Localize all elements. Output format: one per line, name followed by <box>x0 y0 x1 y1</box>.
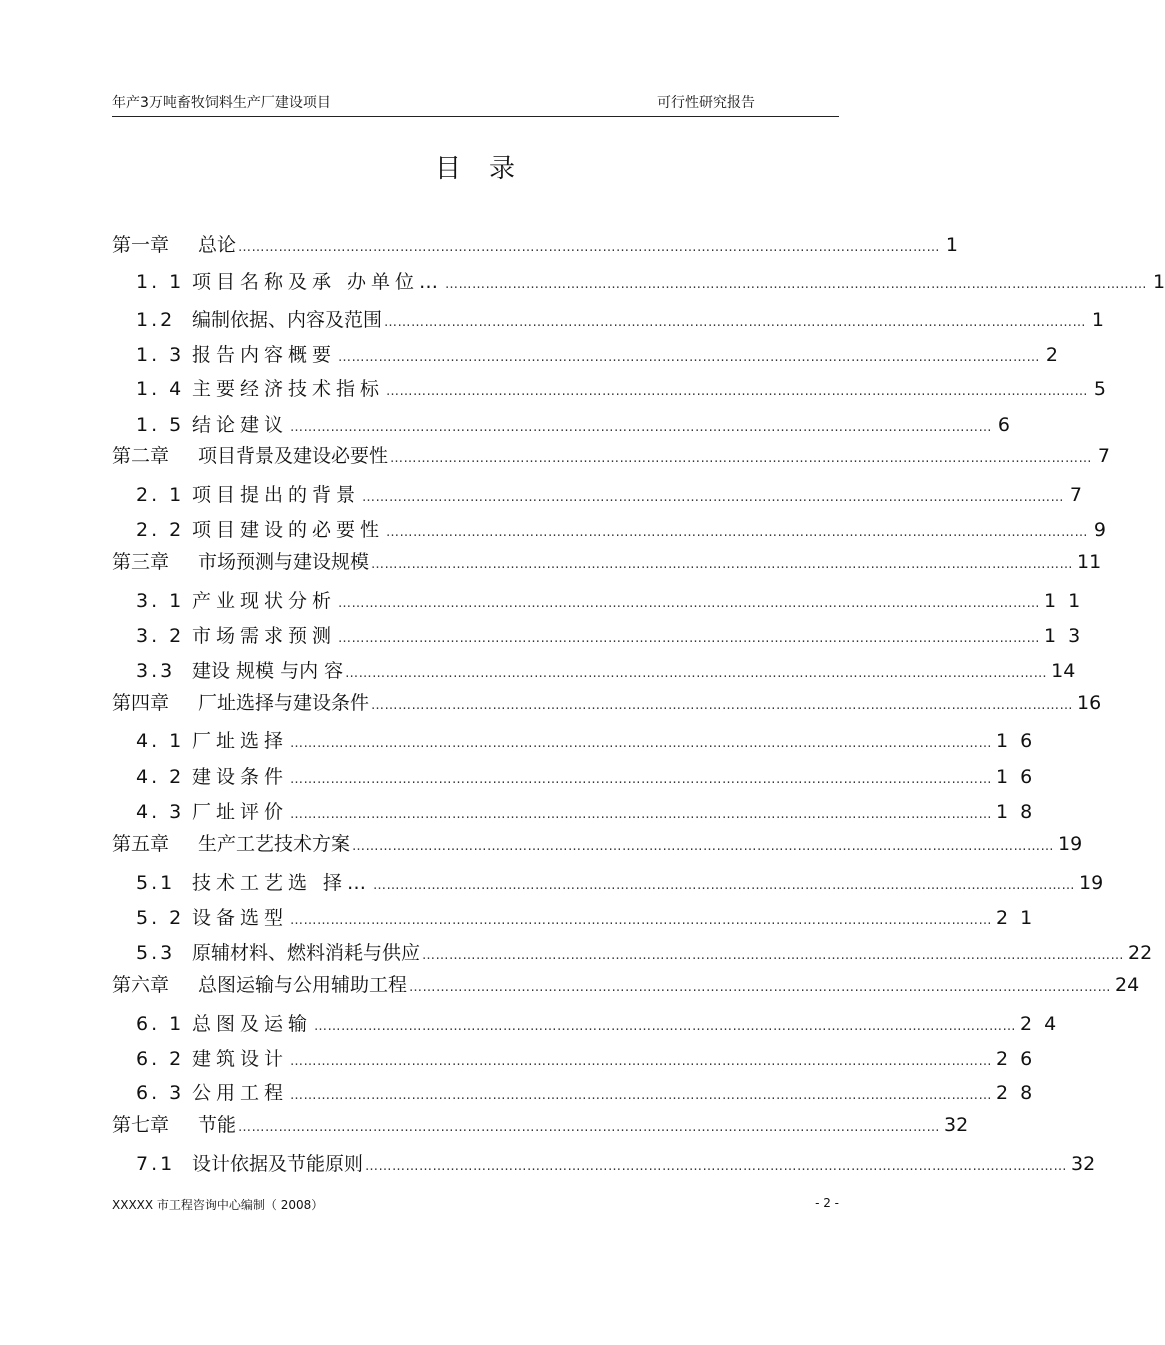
toc-chapter-entry[interactable] <box>112 441 1111 467</box>
toc-entry-number: 3. 2 <box>136 625 185 647</box>
toc-entry-page-number: 14 <box>1051 660 1076 682</box>
toc-entry-number: 1. 5 <box>136 414 185 436</box>
toc-entry-page-number: 32 <box>944 1114 969 1136</box>
toc-dot-leader: ………………………………………………………………………………………………………………………………………… <box>290 736 993 751</box>
toc-dot-leader: ………………………………………………………………………………………………………………………………………… <box>290 420 993 435</box>
toc-entry-number: 1. 1 <box>136 271 185 293</box>
toc-section-entry[interactable] <box>136 340 1059 366</box>
toc-entry-number: 第三章 <box>112 551 170 573</box>
toc-entry-label: 生产工艺技术方案 <box>198 833 351 855</box>
toc-section-entry[interactable] <box>136 480 1083 506</box>
toc-entry-label: 厂址选择 <box>192 730 289 752</box>
toc-dot-leader: ………………………………………………………………………………………………………………………………………… <box>290 913 993 928</box>
toc-section-entry[interactable] <box>136 1078 1036 1104</box>
toc-entry-number: 5.3 <box>136 942 176 964</box>
toc-dot-leader: ………………………………………………………………………………………………………………………………………… <box>345 666 1048 681</box>
toc-entry-page-number: 5 <box>1093 378 1107 400</box>
toc-section-entry[interactable] <box>136 656 1076 682</box>
toc-entry-page-number: 1 8 <box>996 801 1036 823</box>
toc-dot-leader: ………………………………………………………………………………………………………………………………………… <box>362 490 1065 505</box>
toc-chapter-entry[interactable] <box>112 547 1102 573</box>
toc-entry-number: 4. 1 <box>136 730 185 752</box>
toc-dot-leader: ………………………………………………………………………………………………………………………………………… <box>290 1088 993 1103</box>
toc-entry-page-number: 19 <box>1058 833 1083 855</box>
footer-publisher: XXXXX 市工程咨询中心编制（ 2008） <box>112 1198 324 1212</box>
toc-entry-number: 4. 2 <box>136 766 185 788</box>
toc-entry-number: 5.1 <box>136 872 176 894</box>
toc-section-entry[interactable] <box>136 726 1036 752</box>
toc-entry-page-number: 7 <box>1097 445 1111 467</box>
toc-entry-number: 第五章 <box>112 833 170 855</box>
toc-entry-label: 厂址选择与建设条件 <box>198 692 370 714</box>
toc-entry-label: 总图运输与公用辅助工程 <box>198 974 408 996</box>
toc-dot-leader: ………………………………………………………………………………………………………………………………………… <box>409 980 1112 995</box>
toc-section-entry[interactable] <box>136 868 1104 894</box>
toc-dot-leader: ………………………………………………………………………………………………………………………………………… <box>338 596 1041 611</box>
toc-entry-page-number: 2 6 <box>996 1048 1036 1070</box>
toc-entry-number: 1.2 <box>136 309 176 331</box>
toc-entry-page-number: 1 1 <box>1044 590 1084 612</box>
toc-dot-leader: ………………………………………………………………………………………………………………………………………… <box>386 384 1089 399</box>
toc-entry-page-number: 2 8 <box>996 1082 1036 1104</box>
page-title: 目录 <box>434 154 543 184</box>
toc-dot-leader: ………………………………………………………………………………………………………………………………………… <box>238 1120 941 1135</box>
toc-entry-label: 产业现状分析 <box>192 590 337 612</box>
toc-entry-page-number: 11 <box>1077 551 1102 573</box>
toc-section-entry[interactable] <box>136 586 1084 612</box>
header-document-type: 可行性研究报告 <box>657 95 755 111</box>
toc-entry-label: 结论建议 <box>192 414 289 436</box>
toc-section-entry[interactable] <box>136 621 1084 647</box>
toc-entry-number: 第七章 <box>112 1114 170 1136</box>
toc-entry-label: 主要经济技术指标 <box>192 378 385 400</box>
toc-chapter-entry[interactable] <box>112 970 1140 996</box>
toc-entry-number: 5. 2 <box>136 907 185 929</box>
toc-dot-leader: ………………………………………………………………………………………………………………………………………… <box>365 1159 1068 1174</box>
toc-entry-label: 设备选型 <box>192 907 289 929</box>
toc-dot-leader: ………………………………………………………………………………………………………………………………………… <box>422 948 1125 963</box>
toc-section-entry[interactable] <box>136 267 1165 293</box>
toc-dot-leader: ………………………………………………………………………………………………………………………………………… <box>371 557 1074 572</box>
toc-dot-leader: ………………………………………………………………………………………………………………………………………… <box>290 772 993 787</box>
toc-dot-leader: ………………………………………………………………………………………………………………………………………… <box>338 631 1041 646</box>
toc-dot-leader: ………………………………………………………………………………………………………………………………………… <box>238 240 941 255</box>
toc-entry-page-number: 1 <box>1091 309 1105 331</box>
toc-entry-page-number: 9 <box>1093 519 1107 541</box>
toc-entry-number: 2. 1 <box>136 484 185 506</box>
toc-section-entry[interactable] <box>136 762 1036 788</box>
toc-dot-leader: ………………………………………………………………………………………………………………………………………… <box>390 451 1093 466</box>
toc-entry-number: 6. 2 <box>136 1048 185 1070</box>
toc-entry-label: 项目背景及建设必要性 <box>198 445 389 467</box>
toc-dot-leader: ………………………………………………………………………………………………………………………………………… <box>352 839 1055 854</box>
toc-dot-leader: ………………………………………………………………………………………………………………………………………… <box>290 1054 993 1069</box>
toc-dot-leader: ………………………………………………………………………………………………………………………………………… <box>373 878 1076 893</box>
toc-dot-leader: ………………………………………………………………………………………………………………………………………… <box>384 315 1087 330</box>
toc-entry-label: 建设 规模 与内 容 <box>192 660 344 682</box>
toc-dot-leader: ………………………………………………………………………………………………………………………………………… <box>371 698 1074 713</box>
toc-entry-number: 4. 3 <box>136 801 185 823</box>
toc-chapter-entry[interactable] <box>112 688 1102 714</box>
toc-entry-label: 市场预测与建设规模 <box>198 551 370 573</box>
toc-entry-page-number: 1 6 <box>996 766 1036 788</box>
toc-entry-page-number: 22 <box>1128 942 1153 964</box>
toc-entry-page-number: 2 <box>1045 344 1059 366</box>
toc-entry-number: 2. 2 <box>136 519 185 541</box>
toc-section-entry[interactable] <box>136 305 1105 331</box>
toc-entry-number: 7.1 <box>136 1153 176 1175</box>
toc-entry-label: 项目名称及承 办单位… <box>192 271 444 293</box>
toc-entry-page-number: 1 3 <box>1044 625 1084 647</box>
toc-entry-number: 6. 3 <box>136 1082 185 1104</box>
toc-section-entry[interactable] <box>136 410 1011 436</box>
toc-section-entry[interactable] <box>136 797 1036 823</box>
toc-dot-leader: ………………………………………………………………………………………………………………………………………… <box>445 277 1148 292</box>
toc-chapter-entry[interactable] <box>112 829 1083 855</box>
toc-entry-number: 1. 3 <box>136 344 185 366</box>
toc-section-entry[interactable] <box>136 515 1107 541</box>
toc-section-entry[interactable] <box>136 1009 1060 1035</box>
toc-entry-page-number: 32 <box>1071 1153 1096 1175</box>
toc-entry-number: 6. 1 <box>136 1013 185 1035</box>
toc-section-entry[interactable] <box>136 374 1107 400</box>
toc-dot-leader: ………………………………………………………………………………………………………………………………………… <box>314 1019 1017 1034</box>
toc-entry-label: 公用工程 <box>192 1082 289 1104</box>
toc-entry-number: 3. 1 <box>136 590 185 612</box>
toc-dot-leader: ………………………………………………………………………………………………………………………………………… <box>386 525 1089 540</box>
toc-entry-page-number: 2 1 <box>996 907 1036 929</box>
toc-entry-label: 总图及运输 <box>192 1013 313 1035</box>
toc-section-entry[interactable] <box>136 1149 1096 1175</box>
toc-entry-label: 总论 <box>198 234 237 256</box>
toc-entry-number: 第四章 <box>112 692 170 714</box>
toc-entry-label: 节能 <box>198 1114 237 1136</box>
toc-entry-page-number: 19 <box>1079 872 1104 894</box>
toc-chapter-entry[interactable] <box>112 1110 969 1136</box>
toc-entry-label: 项目提出的背景 <box>192 484 361 506</box>
toc-entry-number: 3.3 <box>136 660 176 682</box>
toc-entry-page-number: 6 <box>997 414 1011 436</box>
toc-entry-label: 编制依据、内容及范围 <box>192 309 383 331</box>
toc-entry-label: 报告内容概要 <box>192 344 337 366</box>
toc-entry-label: 技术工艺选 择… <box>192 872 372 894</box>
toc-section-entry[interactable] <box>136 938 1153 964</box>
toc-dot-leader: ………………………………………………………………………………………………………………………………………… <box>338 350 1041 365</box>
toc-entry-label: 建设条件 <box>192 766 289 788</box>
toc-entry-page-number: 7 <box>1069 484 1083 506</box>
toc-entry-page-number: 1 <box>1152 271 1165 293</box>
toc-section-entry[interactable] <box>136 1044 1036 1070</box>
toc-entry-label: 原辅材料、燃料消耗与供应 <box>192 942 421 964</box>
header-project-title: 年产3万吨畜牧饲料生产厂建设项目 <box>112 95 331 111</box>
toc-entry-page-number: 24 <box>1115 974 1140 996</box>
footer-page-number: - 2 - <box>815 1196 839 1210</box>
toc-entry-label: 市场需求预测 <box>192 625 337 647</box>
toc-entry-number: 第六章 <box>112 974 170 996</box>
toc-entry-number: 1. 4 <box>136 378 185 400</box>
toc-entry-label: 设计依据及节能原则 <box>192 1153 364 1175</box>
toc-dot-leader: ………………………………………………………………………………………………………………………………………… <box>290 807 993 822</box>
toc-entry-page-number: 16 <box>1077 692 1102 714</box>
toc-entry-label: 建筑设计 <box>192 1048 289 1070</box>
toc-entry-label: 项目建设的必要性 <box>192 519 385 541</box>
toc-entry-page-number: 2 4 <box>1020 1013 1060 1035</box>
toc-entry-page-number: 1 <box>945 234 959 256</box>
toc-chapter-entry[interactable] <box>112 230 959 256</box>
toc-section-entry[interactable] <box>136 903 1036 929</box>
toc-entry-page-number: 1 6 <box>996 730 1036 752</box>
toc-entry-label: 厂址评价 <box>192 801 289 823</box>
toc-entry-number: 第二章 <box>112 445 170 467</box>
toc-entry-number: 第一章 <box>112 234 170 256</box>
